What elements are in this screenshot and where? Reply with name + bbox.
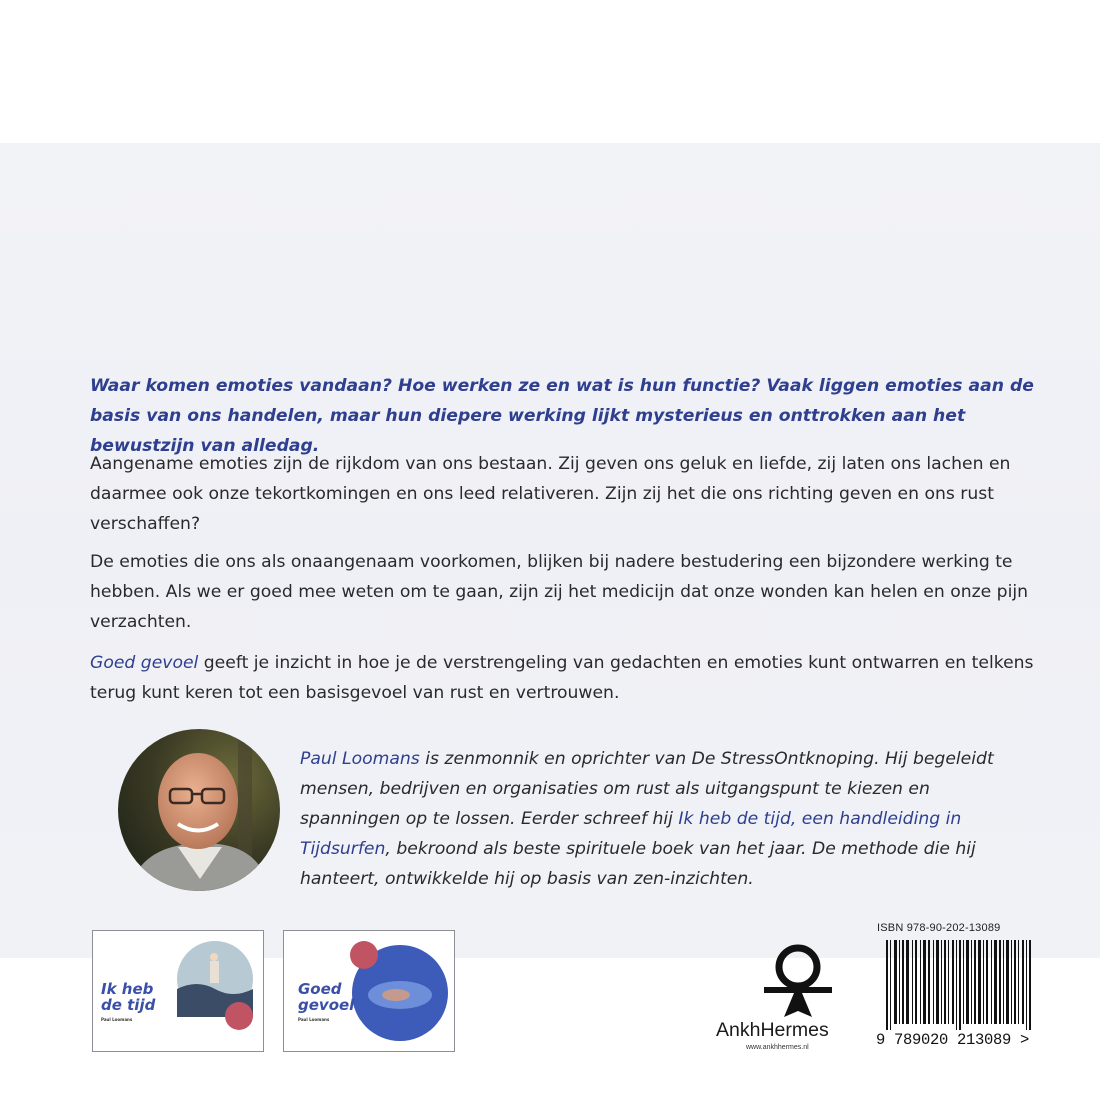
barcode-icon	[886, 940, 1036, 1030]
body-paragraph-1: Aangename emoties zijn de rijkdom van ons bestaan. Zij geven ons geluk en liefde, zij laten ons lachen en daarmee ook onze tekortkomingen en ons leed relativeren. Zijn zij het die ons richting geven en ons rust verschaffen?	[90, 454, 1011, 534]
body-paragraph-2: De emoties die ons als onaangenaam voorkomen, blijken bij nadere bestudering een bijzondere werking te hebben. Als we er goed mee weten om te gaan, zijn zij het medicijn dat onze wonden kan helen en onze pijn verzachten.	[90, 552, 1029, 632]
book-2-title-line-2: gevoel	[298, 996, 355, 1014]
publisher-url: www.ankhhermes.nl	[746, 1044, 809, 1051]
paragraph-3-text: geeft je inzicht in hoe je de verstrengeling van gedachten en emoties kunt ontwarren en telkens terug kunt keren tot een basisgevoel van rust en vertrouwen.	[90, 653, 1034, 703]
book-thumbnail-ik-heb-de-tijd	[92, 930, 264, 1052]
author-photo	[118, 729, 280, 891]
bio-text-2: , bekroond als beste spirituele boek van het jaar. De methode die hij hanteert, ontwikkelde hij op basis van zen-inzichten.	[300, 839, 976, 889]
book-1-author: Paul Loomans	[101, 1017, 133, 1022]
book-2-title-line-1: Goed	[298, 980, 342, 998]
book-cover-art-waves	[177, 941, 253, 1045]
author-name: Paul Loomans	[300, 749, 420, 769]
publisher-name: AnkhHermes	[716, 1019, 829, 1041]
book-cover-art-blue-circle	[348, 937, 452, 1045]
bio-book-title: Ik heb de tijd, een handleiding in Tijdsurfen	[300, 809, 962, 859]
intro-paragraph: Waar komen emoties vandaan? Hoe werken ze en wat is hun functie? Vaak liggen emoties aan de basis van ons handelen, maar hun diepere werking lijkt mysterieus en onttrokken aan het bewustzijn van alledag.	[90, 376, 1034, 456]
body-paragraph-3	[90, 648, 1040, 708]
book-thumbnail-goed-gevoel	[283, 930, 455, 1052]
book-1-title-line-1: Ik heb	[101, 980, 154, 998]
book-2-author: Paul Loomans	[298, 1017, 330, 1022]
author-bio	[300, 744, 1020, 894]
book-1-title-line-2: de tijd	[101, 996, 156, 1014]
isbn-number: ISBN 978-90-202-13089	[877, 922, 1001, 934]
book-title-inline: Goed gevoel	[90, 653, 199, 673]
book-back-cover	[0, 143, 1100, 1051]
bio-text-1: is zenmonnik en oprichter van De StressOntknoping. Hij begeleidt mensen, bedrijven en organisaties om rust als uitgangspunt te kiezen en spanningen op te lossen. Eerder schreef hij	[300, 749, 994, 829]
ean-digits: 9 789020 213089 >	[876, 1031, 1030, 1049]
